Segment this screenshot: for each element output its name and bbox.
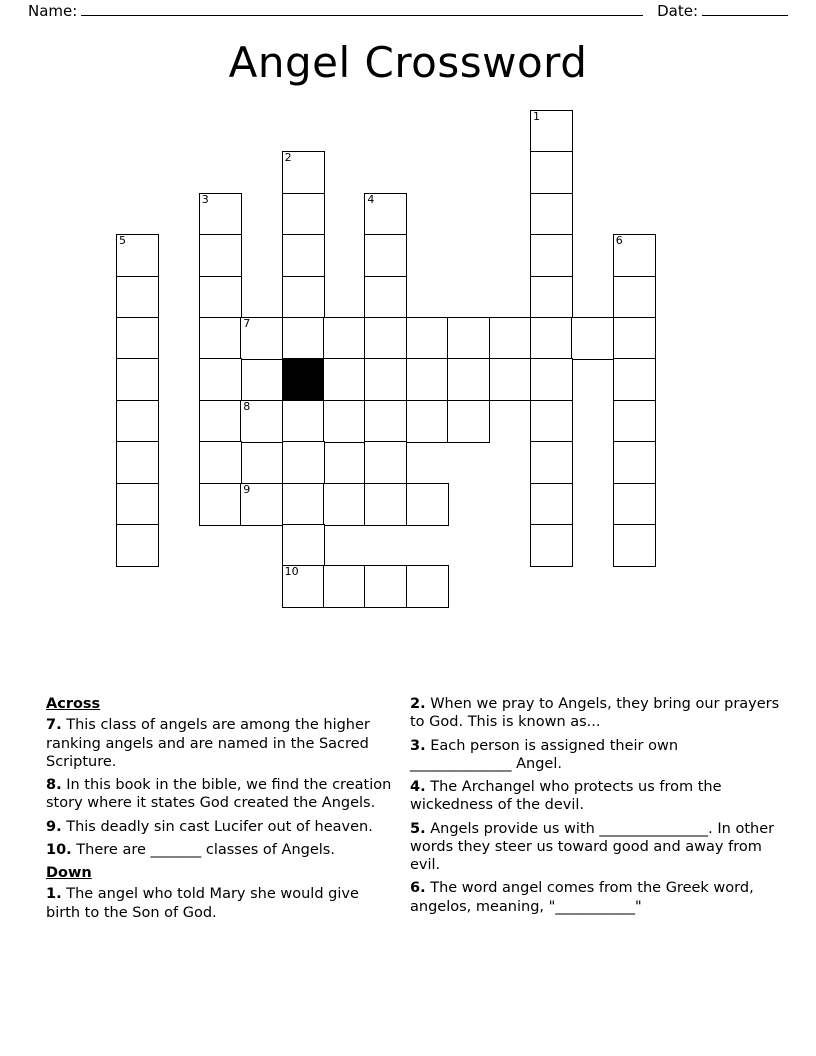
grid-cell[interactable]: [199, 276, 242, 319]
grid-cell-number: 4: [367, 192, 375, 206]
clue-text: The word angel comes from the Greek word, angelos, meaning, "___________": [410, 880, 754, 915]
grid-cell[interactable]: [364, 276, 407, 319]
grid-cell[interactable]: [613, 317, 656, 360]
clue-item: [46, 716, 394, 771]
grid-cell[interactable]: [199, 400, 242, 443]
clue-item: [410, 778, 780, 815]
grid-cell[interactable]: [530, 193, 573, 236]
clues-column-right: [410, 695, 780, 921]
clue-item: [410, 737, 780, 774]
grid-cell[interactable]: [613, 276, 656, 319]
grid-cell[interactable]: [282, 400, 325, 443]
grid-cell[interactable]: [199, 234, 242, 277]
grid-cell[interactable]: [613, 483, 656, 526]
grid-cell[interactable]: [323, 358, 366, 401]
grid-cell[interactable]: [364, 317, 407, 360]
grid-cell-number: 8: [243, 399, 251, 413]
clue-text: The angel who told Mary she would give birth to the Son of God.: [46, 886, 359, 921]
grid-cell[interactable]: [240, 400, 283, 443]
clue-text: In this book in the bible, we find the creation story where it states God created the Angels.: [46, 777, 392, 812]
clue-text: When we pray to Angels, they bring our prayers to God. This is known as...: [410, 696, 780, 731]
grid-cell[interactable]: [406, 358, 449, 401]
grid-cell[interactable]: [406, 565, 449, 608]
name-blank-rule[interactable]: [81, 15, 643, 16]
grid-cell[interactable]: [199, 358, 242, 401]
grid-cell[interactable]: [530, 483, 573, 526]
grid-cell[interactable]: [282, 276, 325, 319]
clue-number: 7.: [46, 717, 62, 734]
grid-cell[interactable]: [282, 565, 325, 608]
grid-cell[interactable]: [116, 317, 159, 360]
grid-cell[interactable]: [364, 193, 407, 236]
grid-cell[interactable]: [530, 441, 573, 484]
grid-cell-number: 7: [243, 317, 251, 330]
clue-number: 3.: [410, 737, 426, 754]
across-clue-list: [46, 716, 394, 859]
grid-cell[interactable]: [364, 400, 407, 443]
grid-cell[interactable]: [323, 400, 366, 443]
grid-cell[interactable]: [323, 565, 366, 608]
date-blank-rule[interactable]: [702, 15, 788, 16]
clue-number: 6.: [410, 880, 426, 897]
grid-cell[interactable]: [530, 276, 573, 319]
grid-cell-number: 3: [201, 192, 209, 206]
grid-cell[interactable]: [116, 276, 159, 319]
clue-number: 2.: [410, 696, 426, 712]
grid-cell-number: 2: [284, 151, 292, 165]
clue-item: [410, 695, 780, 732]
grid-cell-number: 1: [533, 110, 540, 123]
clue-text: There are _______ classes of Angels.: [71, 841, 335, 858]
clue-text: This class of angels are among the higher ranking angels and are named in the Sacred Scripture.: [46, 717, 370, 770]
grid-cell-number: 10: [284, 565, 299, 579]
grid-cell[interactable]: [613, 400, 656, 443]
grid-cell[interactable]: [530, 317, 573, 360]
clue-item: [46, 885, 394, 922]
clue-item: [46, 841, 394, 859]
grid-cell[interactable]: [406, 317, 449, 360]
grid-cell[interactable]: [613, 234, 656, 277]
grid-cell[interactable]: [364, 441, 407, 484]
grid-cell[interactable]: [282, 193, 325, 236]
clue-text: The Archangel who protects us from the wickedness of the devil.: [410, 779, 722, 814]
grid-cell[interactable]: [282, 151, 325, 194]
grid-cell[interactable]: [364, 234, 407, 277]
clue-number: 5.: [410, 820, 426, 837]
clues-column-left: [46, 695, 394, 927]
clue-text: This deadly sin cast Lucifer out of heaven.: [61, 818, 373, 835]
grid-cell[interactable]: [116, 524, 159, 567]
grid-cell[interactable]: [282, 483, 325, 526]
grid-cell[interactable]: [323, 483, 366, 526]
grid-cell[interactable]: [530, 400, 573, 443]
grid-cell-number: 6: [615, 234, 623, 248]
grid-cell[interactable]: [116, 400, 159, 443]
down-clue-list-right: [410, 695, 780, 916]
grid-cell[interactable]: [116, 441, 159, 484]
clue-number: 9.: [46, 818, 62, 835]
grid-cell-number: 5: [119, 234, 126, 248]
clue-text: Angels provide us with _______________. In other words they steer us toward good and away from evil.: [410, 820, 775, 874]
grid-cell[interactable]: [282, 317, 325, 360]
grid-cell[interactable]: [447, 358, 490, 401]
grid-cell[interactable]: [613, 524, 656, 567]
clue-item: [46, 776, 394, 813]
grid-cell[interactable]: [530, 524, 573, 567]
down-clue-list-left: [46, 885, 394, 922]
grid-cell-number: 9: [243, 482, 251, 496]
name-label: Name:: [28, 2, 78, 20]
grid-cell[interactable]: [489, 358, 532, 401]
grid-cell[interactable]: [406, 483, 449, 526]
grid-cell[interactable]: [282, 234, 325, 277]
down-heading: Down: [46, 865, 92, 882]
grid-cell[interactable]: [571, 317, 614, 360]
clue-item: [410, 820, 780, 875]
name-date-line: [28, 2, 788, 20]
grid-cell[interactable]: [530, 151, 573, 194]
clue-number: 8.: [46, 777, 62, 794]
grid-cell[interactable]: [282, 524, 325, 567]
grid-cell[interactable]: [406, 400, 449, 443]
clue-number: 10.: [46, 841, 72, 858]
grid-cell[interactable]: [240, 317, 283, 360]
grid-cell[interactable]: [199, 317, 242, 360]
grid-cell[interactable]: [447, 400, 490, 443]
clue-item: [46, 818, 394, 836]
clue-text: Each person is assigned their own ______________ Angel.: [410, 737, 679, 772]
grid-cell[interactable]: [240, 483, 283, 526]
grid-block: [282, 358, 325, 401]
grid-cell[interactable]: [530, 110, 573, 153]
grid-cell[interactable]: [447, 317, 490, 360]
page-title: Angel Crossword: [228, 38, 588, 87]
grid-cell[interactable]: [364, 358, 407, 401]
crossword-grid[interactable]: [116, 110, 700, 650]
date-label: Date:: [657, 2, 698, 20]
grid-cell[interactable]: [530, 358, 573, 401]
grid-cell[interactable]: [282, 441, 325, 484]
grid-cell[interactable]: [116, 358, 159, 401]
across-heading: Across: [46, 696, 101, 712]
grid-cell[interactable]: [323, 317, 366, 360]
grid-cell[interactable]: [530, 234, 573, 277]
grid-cell[interactable]: [364, 565, 407, 608]
grid-cell[interactable]: [116, 234, 159, 277]
grid-cell[interactable]: [199, 441, 242, 484]
grid-cell[interactable]: [613, 441, 656, 484]
clue-number: 4.: [410, 779, 426, 796]
grid-cell[interactable]: [613, 358, 656, 401]
grid-cell[interactable]: [364, 483, 407, 526]
clues-section: [46, 695, 780, 985]
grid-cell[interactable]: [116, 483, 159, 526]
grid-cell[interactable]: [199, 483, 242, 526]
grid-cell[interactable]: [199, 193, 242, 236]
clue-item: [410, 879, 780, 916]
grid-cell[interactable]: [489, 317, 532, 360]
clue-number: 1.: [46, 886, 62, 903]
